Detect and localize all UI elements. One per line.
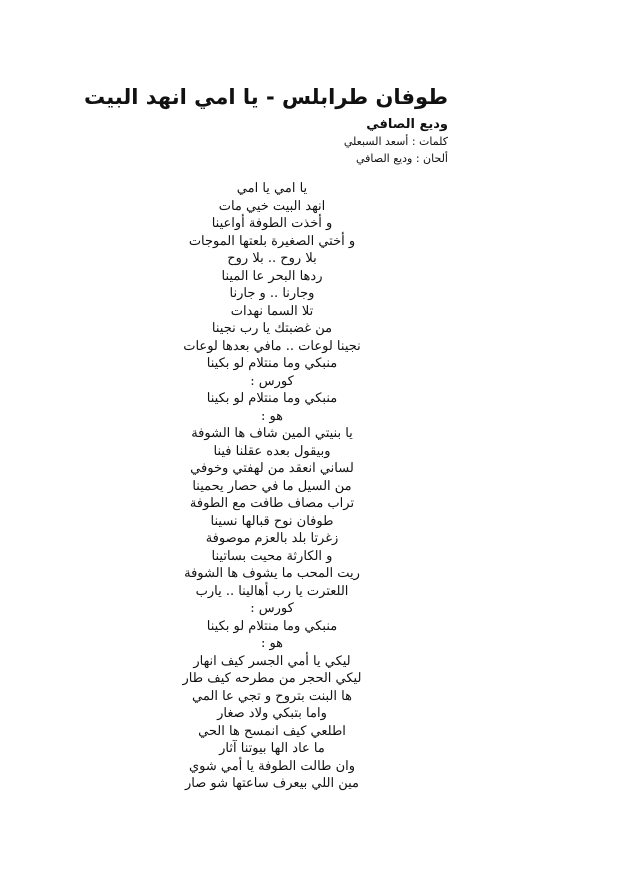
lyrics-list [60, 180, 484, 793]
lyric-line: يا بنيتي المين شاف ها الشوفة [191, 426, 353, 441]
lyric-line: كورس : [250, 601, 294, 616]
lyric-line: من السيل ما في حصار يحمينا [192, 478, 352, 494]
lyric-line: نجينا لوعات .. مافي بعدها لوعات [183, 338, 361, 354]
lyric-line: طوفان نوح قبالها نسينا [210, 513, 334, 529]
lyric-line: زغرتا بلد بالعزم موصوفة [205, 531, 339, 546]
credits-block [0, 133, 448, 167]
lyric-line: ليكي الحجر من مطرحه كيف طار [182, 671, 362, 686]
lyric-line: كورس : [250, 373, 294, 389]
lyric-line: منبكي وما منتلام لو بكينا [206, 356, 338, 371]
lyric-line: تراب مصاف طافت مع الطوفة [189, 496, 355, 511]
lyric-line: اطلعي كيف انمسح ها الحي [198, 723, 346, 739]
lyric-line: و أختي الصغيرة بلعتها الموجات [188, 233, 356, 249]
lyric-line: من غضبتك يا رب نجينا [211, 321, 333, 336]
lyric-line: يا امي يا امي [236, 181, 308, 196]
lyric-line: اللعترت يا رب أهالينا .. يارب [195, 583, 349, 599]
lyricist-credit: كلمات : أسعد السبعلي [343, 135, 448, 148]
lyric-line: انهد البيت خيي مات [218, 198, 326, 214]
singer-name: وديع الصافي [366, 117, 448, 132]
lyric-line: ها البنت بتروح و تجي عا المي [192, 688, 352, 704]
lyric-line: ليكي يا أمي الجسر كيف انهار [193, 653, 351, 669]
lyric-line: لساني انعقد من لهفتي وخوفي [190, 461, 354, 476]
lyric-line: وبيقول بعده عقلنا فينا [213, 443, 331, 459]
song-title: طوفان طرابلس - يا امي انهد البيت [83, 85, 448, 109]
lyric-line: هو : [260, 636, 284, 651]
lyric-line: ريت المحب ما يشوف ها الشوفة [184, 566, 360, 581]
lyric-line: و أخذت الطوفة أواعينا [211, 216, 333, 231]
lyric-line: ردها البحر عا المينا [221, 268, 323, 284]
lyric-line: تلا السما نهدات [230, 303, 314, 319]
composer-credit: ألحان : وديع الصافي [356, 152, 448, 165]
lyric-line: هو : [260, 408, 284, 424]
lyric-line: وجارنا .. و جارنا [229, 286, 315, 301]
lyric-line: مين اللي بيعرف ساعتها شو صار [185, 776, 359, 791]
lyric-line: منبكي وما منتلام لو بكينا [206, 391, 338, 406]
lyric-line: منبكي وما منتلام لو بكينا [206, 618, 338, 634]
lyric-line: ما عاد الها بيوتنا آثار [219, 741, 325, 756]
lyric-line: واما بتبكي ولاد صغار [217, 706, 327, 721]
lyric-line: و الكارثة محيت بساتينا [211, 548, 333, 564]
lyric-line: بلا روح .. بلا روح [227, 251, 317, 266]
lyric-line: وان طالت الطوفة يا أمي شوي [188, 758, 356, 774]
